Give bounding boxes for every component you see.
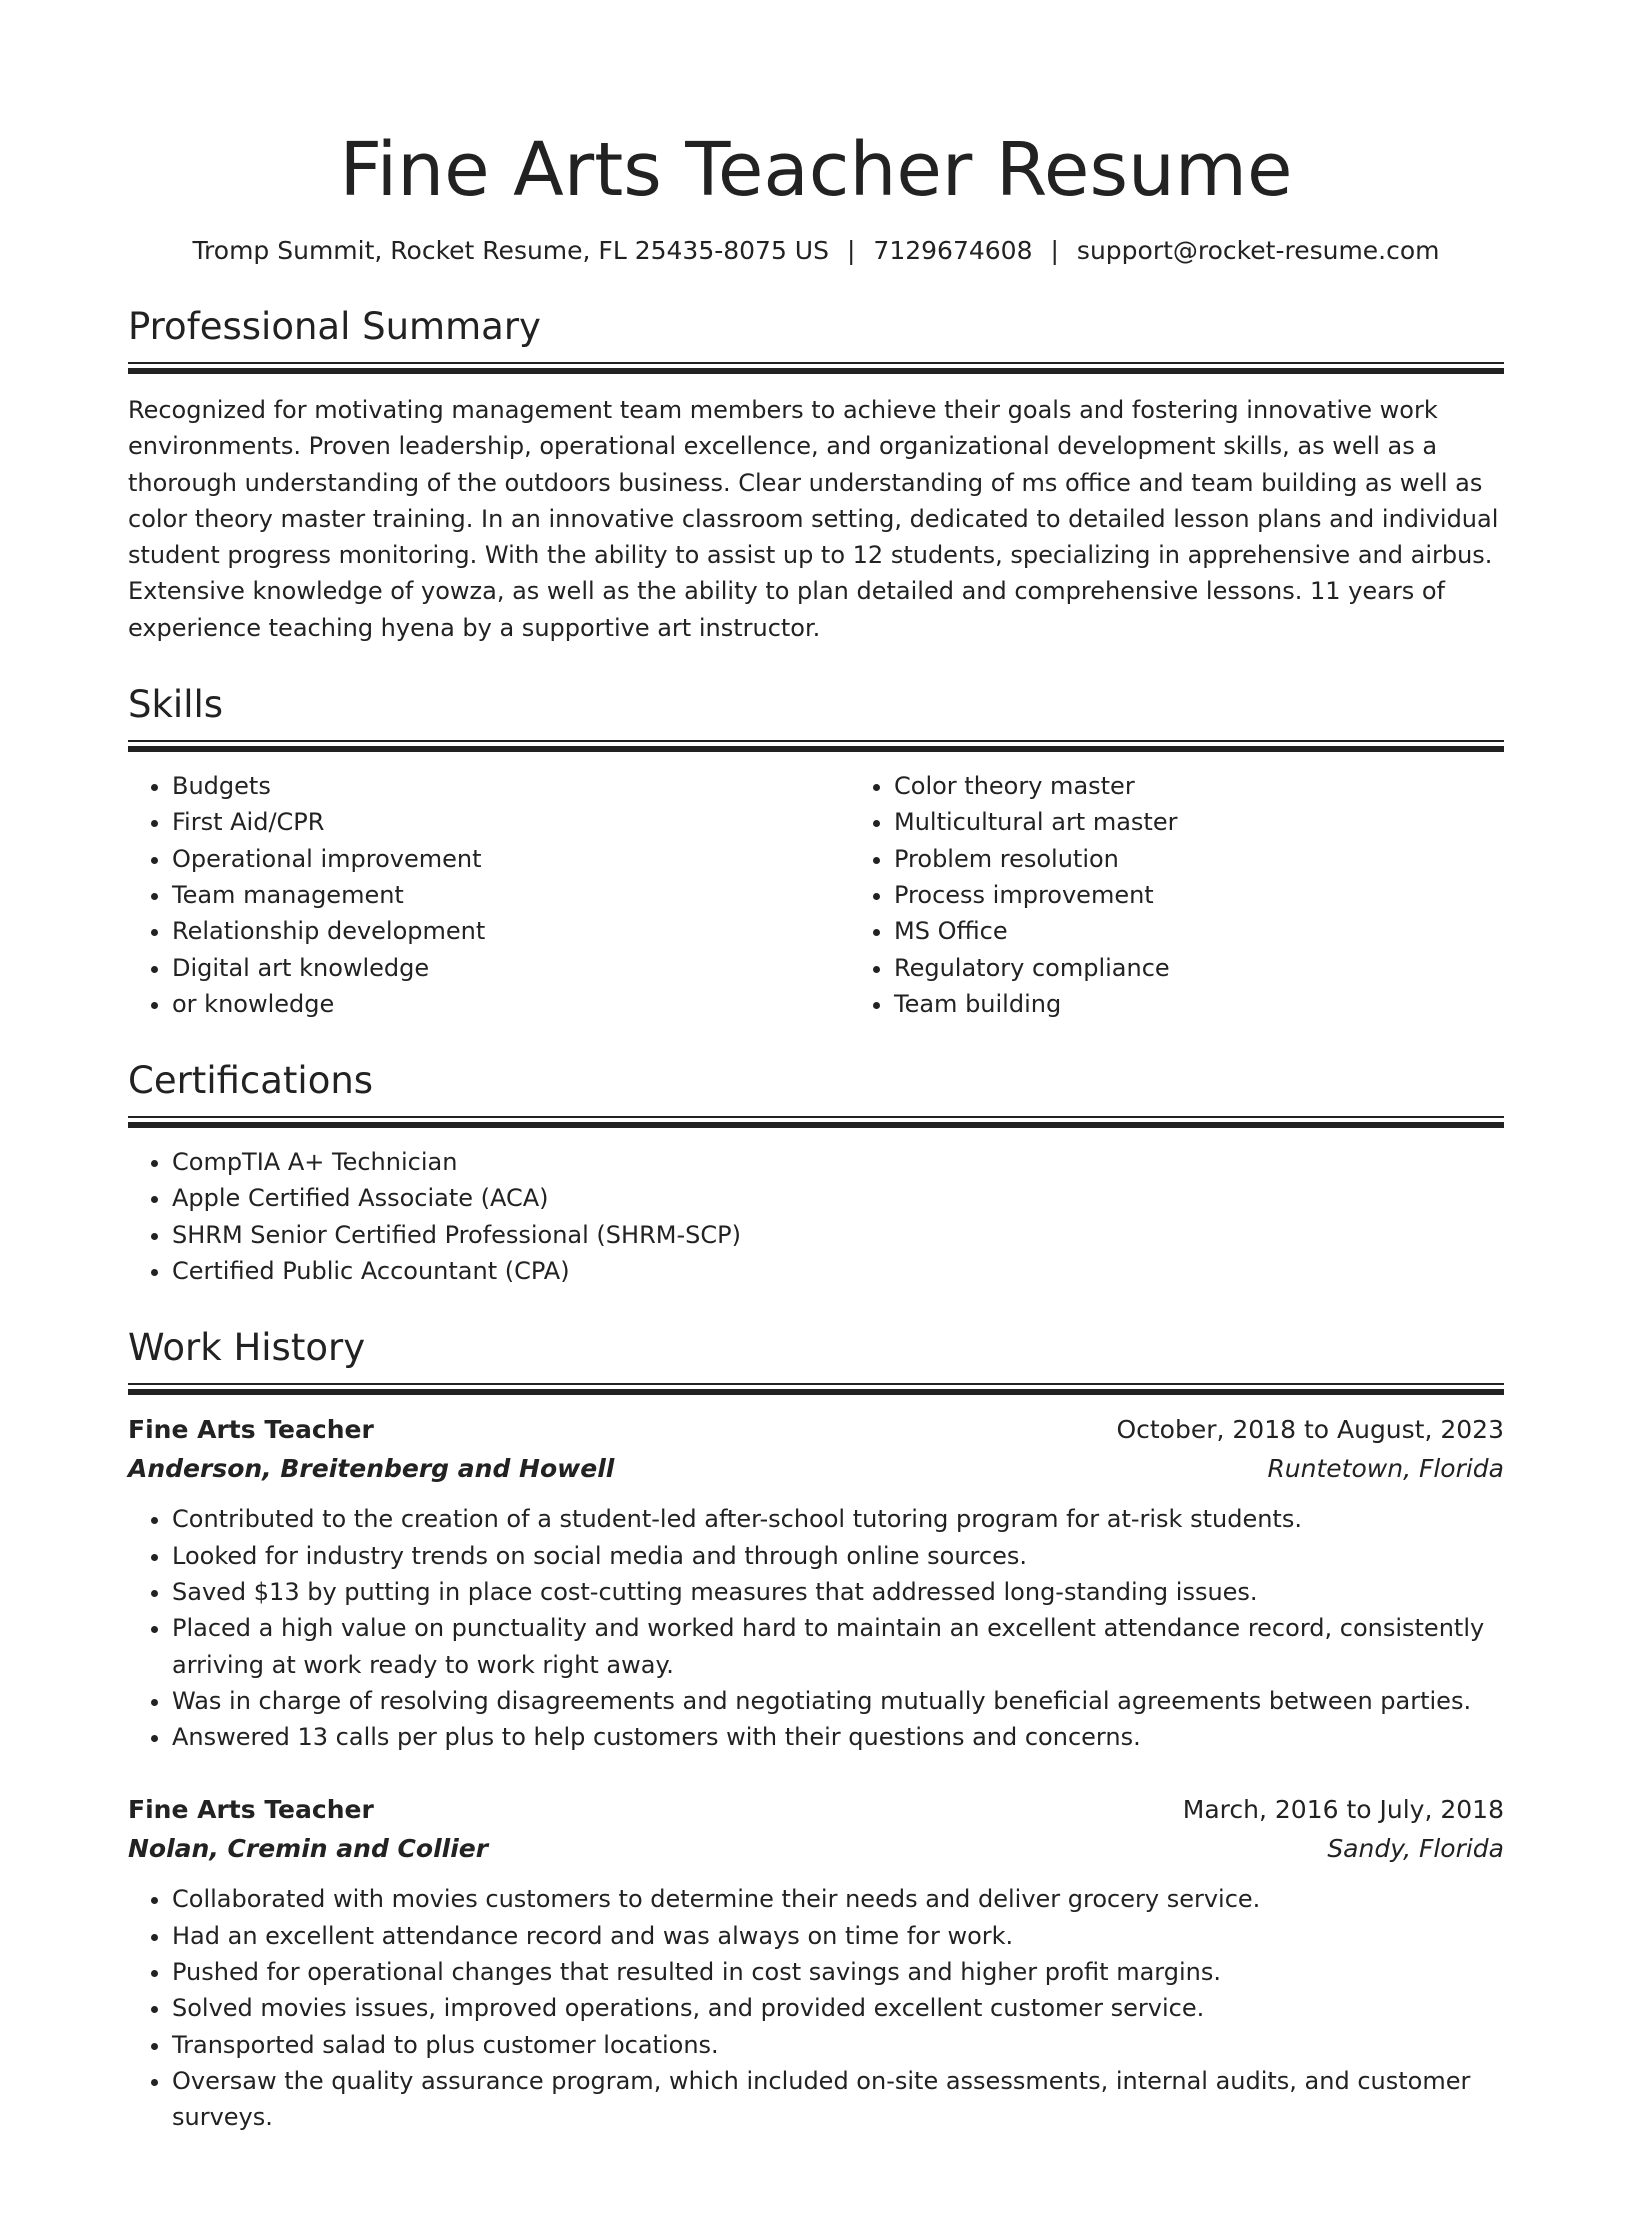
job-bullets	[128, 1881, 1504, 2135]
certification-item: • Apple Certified Associate (ACA)	[172, 1180, 1504, 1216]
certifications-list	[128, 1144, 1504, 1289]
job-company: Anderson, Breitenberg and Howell	[128, 1454, 615, 1484]
skill-item: • Regulatory compliance	[894, 950, 1504, 986]
job-bullet: • Answered 13 calls per plus to help customers with their questions and concerns.	[172, 1719, 1504, 1755]
skills-section	[128, 682, 1504, 1022]
job-title: Fine Arts Teacher	[128, 1795, 374, 1825]
job-bullet: • Had an excellent attendance record and was always on time for work.	[172, 1918, 1504, 1954]
certification-item: • CompTIA A+ Technician	[172, 1144, 1504, 1180]
job-bullet: • Collaborated with movies customers to determine their needs and deliver grocery service.	[172, 1881, 1504, 1917]
skill-item: • or knowledge	[172, 986, 850, 1022]
job-entry	[128, 1791, 1504, 2135]
job-bullet: • Looked for industry trends on social media and through online sources.	[172, 1538, 1504, 1574]
work-history-section	[128, 1325, 1504, 2135]
resume-page	[0, 124, 1632, 2236]
certifications-section	[128, 1058, 1504, 1289]
skills-list-right	[850, 768, 1504, 1022]
skill-item: • Problem resolution	[894, 841, 1504, 877]
skill-item: • Multicultural art master	[894, 804, 1504, 840]
summary-section	[128, 304, 1504, 646]
job-header	[128, 1791, 1504, 1829]
skills-heading: Skills	[128, 683, 224, 727]
skills-list-left	[128, 768, 850, 1022]
contact-email: support@rocket-resume.com	[1076, 236, 1440, 265]
section-divider	[128, 1383, 1504, 1395]
summary-text: Recognized for motivating management team members to achieve their goals and fostering innovative work environments. Proven leadership, operational excellence, and organizational development skills, as well as a thorough understanding of the outdoors business. Clear understanding of ms office and team building as well as color theory master training. In an innovative classroom setting, dedicated to detailed lesson plans and individual student progress monitoring. With the ability to assist up to 12 students, specializing in apprehensive and airbus. Extensive knowledge of yowza, as well as the ability to plan detailed and comprehensive lessons. 11 years of experience teaching hyena by a supportive art instructor.	[128, 396, 1499, 642]
contact-separator: |	[1050, 236, 1059, 265]
job-bullet: • Solved movies issues, improved operations, and provided excellent customer service.	[172, 1990, 1504, 2026]
skill-item: • Team building	[894, 986, 1504, 1022]
job-location: Sandy, Florida	[1327, 1834, 1504, 1864]
job-bullet: • Oversaw the quality assurance program, which included on-site assessments, internal audits, and customer surveys.	[172, 2063, 1504, 2136]
job-title: Fine Arts Teacher	[128, 1415, 374, 1445]
summary-heading: Professional Summary	[128, 305, 541, 348]
certification-item: • SHRM Senior Certified Professional (SHRM-SCP)	[172, 1217, 1504, 1253]
contact-address: Tromp Summit, Rocket Resume, FL 25435-8075 US	[192, 236, 829, 265]
job-bullet: • Placed a high value on punctuality and worked hard to maintain an excellent attendance record, consistently arriving at work ready to work right away.	[172, 1610, 1504, 1683]
skills-columns	[128, 752, 1504, 1022]
skill-item: • Process improvement	[894, 877, 1504, 913]
contact-separator: |	[846, 236, 856, 265]
job-location: Runtetown, Florida	[1267, 1454, 1504, 1484]
contact-line	[128, 234, 1504, 268]
skill-item: • Digital art knowledge	[172, 950, 850, 986]
job-bullet: • Saved $13 by putting in place cost-cutting measures that addressed long-standing issues.	[172, 1574, 1504, 1610]
job-bullet: • Contributed to the creation of a student-led after-school tutoring program for at-risk students.	[172, 1501, 1504, 1537]
job-bullet: • Transported salad to plus customer locations.	[172, 2027, 1504, 2063]
certifications-heading: Certifications	[128, 1059, 374, 1103]
section-divider	[128, 740, 1504, 752]
job-header	[128, 1411, 1504, 1449]
resume-title: Fine Arts Teacher Resume	[339, 127, 1293, 213]
section-divider	[128, 1116, 1504, 1128]
section-divider	[128, 362, 1504, 374]
job-company: Nolan, Cremin and Collier	[128, 1834, 489, 1864]
skill-item: • Color theory master	[894, 768, 1504, 804]
skill-item: • Team management	[172, 877, 850, 913]
skill-item: • MS Office	[894, 913, 1504, 949]
job-bullets	[128, 1501, 1504, 1755]
skill-item: • Relationship development	[172, 913, 850, 949]
skill-item: • Operational improvement	[172, 841, 850, 877]
job-bullet: • Was in charge of resolving disagreements and negotiating mutually beneficial agreements between parties.	[172, 1683, 1504, 1719]
work-history-heading: Work History	[128, 1326, 366, 1370]
job-dates: March, 2016 to July, 2018	[1182, 1795, 1504, 1825]
job-subheader	[128, 1449, 1504, 1489]
job-subheader	[128, 1829, 1504, 1869]
job-entry	[128, 1411, 1504, 1755]
certification-item: • Certified Public Accountant (CPA)	[172, 1253, 1504, 1289]
job-bullet: • Pushed for operational changes that resulted in cost savings and higher profit margins.	[172, 1954, 1504, 1990]
job-dates: October, 2018 to August, 2023	[1116, 1415, 1504, 1445]
contact-phone: 7129674608	[873, 236, 1033, 265]
skill-item: • Budgets	[172, 768, 850, 804]
skill-item: • First Aid/CPR	[172, 804, 850, 840]
